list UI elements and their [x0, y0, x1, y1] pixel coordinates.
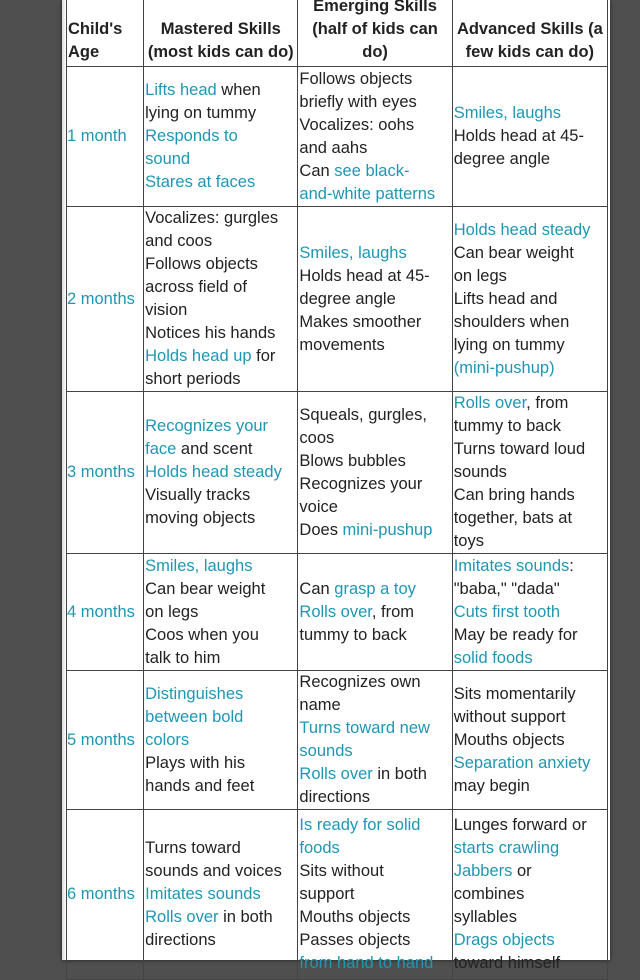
skill-text: sounds: [453, 463, 507, 481]
emerging-cell: [298, 810, 452, 980]
skill-text: talk to him: [145, 648, 221, 667]
skill-line: [454, 484, 606, 507]
skill-line: [454, 392, 606, 415]
skill-line: [454, 906, 606, 929]
skill-line: [454, 814, 606, 837]
skill-line: [299, 837, 450, 860]
skill-line: [454, 601, 606, 624]
advanced-cell: [452, 67, 607, 207]
skill-text: Recognizes own: [299, 673, 421, 691]
skill-text: movements: [299, 335, 385, 354]
skill-line: [145, 752, 296, 775]
skill-link-text: Rolls over: [145, 908, 219, 926]
skill-text: degree angle: [453, 150, 551, 168]
skill-text: , from: [526, 394, 569, 412]
table-row: [67, 554, 608, 671]
skill-line: [454, 415, 606, 438]
table-body: [67, 67, 608, 980]
skill-line: [454, 288, 606, 311]
skill-text: for: [251, 347, 276, 365]
mastered-cell: [144, 671, 298, 810]
skill-line: [145, 683, 296, 706]
skill-line: [454, 729, 606, 752]
skill-text: tummy to back: [299, 625, 407, 644]
skill-text: briefly with eyes: [299, 92, 417, 111]
skill-text: Holds head at 45-: [453, 127, 584, 145]
skill-line: [299, 519, 450, 542]
table-row: [67, 207, 608, 392]
skill-link-text: Smiles, laughs: [453, 104, 562, 122]
skill-text: Can: [299, 579, 335, 598]
skill-text: hands and feet: [145, 776, 255, 795]
skill-text: Can bring hands: [453, 486, 575, 504]
skill-text: Visually tracks: [145, 486, 251, 504]
skill-link-text: from hand to hand: [299, 954, 434, 972]
skill-text: or: [512, 862, 532, 880]
skill-text: Squeals, gurgles,: [299, 405, 427, 424]
mastered-cell: [144, 392, 298, 554]
skill-link-text: Separation anxiety: [453, 753, 591, 772]
skill-link-text: Rolls over: [299, 765, 373, 783]
skill-text: without support: [453, 707, 566, 726]
skill-line: [145, 883, 296, 906]
skill-link-text: Holds head steady: [453, 220, 591, 239]
skill-line: [145, 368, 296, 391]
skill-line: [454, 125, 606, 148]
skill-text: Lunges forward or: [453, 816, 587, 834]
skill-link-text: sound: [145, 150, 191, 168]
skill-link-text: and-white patterns: [299, 184, 436, 203]
page: [62, 0, 610, 972]
skill-line: [299, 601, 450, 624]
skill-text: Coos when you: [145, 625, 259, 644]
skill-line: [145, 729, 296, 752]
skill-text: Can bear weight: [453, 243, 574, 262]
skill-link-text: Smiles, laughs: [299, 243, 407, 262]
skill-line: [299, 473, 450, 496]
skill-line: [299, 242, 450, 265]
skill-link-text: Distinguishes: [145, 684, 244, 703]
skill-line: [145, 507, 296, 530]
skill-text: and scent: [176, 440, 253, 458]
skill-line: [299, 906, 450, 929]
skill-text: Plays with his: [145, 753, 246, 772]
mastered-cell: [144, 207, 298, 392]
skill-line: [145, 322, 296, 345]
skill-link-text: starts crawling: [453, 839, 560, 857]
skill-line: [299, 114, 450, 137]
table-row: [67, 67, 608, 207]
advanced-cell: [452, 810, 607, 980]
skill-line: [145, 171, 296, 194]
skill-text: Notices his hands: [145, 324, 276, 342]
header-age: Child's Age: [67, 0, 144, 67]
header-mastered: Mastered Skills (most kids can do): [144, 0, 298, 67]
skill-text: Can bear weight: [145, 579, 266, 598]
skill-line: [299, 740, 450, 763]
skill-line: [454, 530, 606, 553]
skill-line: [145, 148, 296, 171]
skill-text: directions: [299, 788, 371, 806]
skill-line: [299, 427, 450, 450]
skill-line: [145, 906, 296, 929]
emerging-cell: [298, 67, 452, 207]
skill-link-text: Stares at faces: [145, 173, 256, 191]
skill-line: [145, 125, 296, 148]
skill-text: Turns toward: [145, 839, 241, 857]
skill-link-text: Cuts first tooth: [453, 602, 561, 621]
skill-line: [145, 624, 296, 647]
skill-line: [454, 860, 606, 883]
skill-link-text: sounds: [299, 742, 353, 760]
skill-link-text: solid foods: [453, 648, 533, 667]
skill-text: Mouths objects: [453, 730, 565, 749]
skill-text: on legs: [453, 266, 507, 285]
skill-line: [145, 837, 296, 860]
skill-link-text: Drags objects: [453, 931, 555, 949]
skill-text: vision: [145, 301, 188, 319]
skill-text: coos: [299, 428, 335, 447]
skill-line: [299, 334, 450, 357]
skill-line: [145, 601, 296, 624]
skill-line: [299, 717, 450, 740]
skill-text: when: [216, 81, 261, 99]
skill-text: combines: [453, 885, 525, 903]
skill-text: syllables: [453, 908, 517, 926]
milestones-table: [66, 0, 608, 980]
skill-text: short periods: [145, 370, 241, 388]
skill-text: sounds and voices: [145, 862, 282, 880]
skill-link-text: mini-pushup: [342, 520, 433, 539]
skill-text: moving objects: [145, 509, 256, 527]
skill-line: [454, 357, 606, 380]
skill-link-text: colors: [145, 730, 190, 749]
skill-link-text: Imitates sounds: [453, 556, 570, 575]
mastered-cell: [144, 67, 298, 207]
skill-line: [299, 883, 450, 906]
skill-line: [454, 219, 606, 242]
emerging-cell: [298, 671, 452, 810]
skill-line: [454, 507, 606, 530]
advanced-cell: [452, 207, 607, 392]
skill-link-text: Holds head up: [145, 347, 252, 365]
skill-line: [145, 555, 296, 578]
table-row: [67, 671, 608, 810]
skill-line: [145, 230, 296, 253]
skill-line: [454, 461, 606, 484]
skill-text: Passes objects: [299, 931, 411, 949]
skill-line: [145, 207, 296, 230]
skill-text: toward himself: [453, 954, 561, 972]
skill-line: [145, 929, 296, 952]
table-row: [67, 810, 608, 980]
emerging-cell: [298, 207, 452, 392]
skill-link-text: Recognizes your: [145, 417, 269, 435]
skill-line: [454, 883, 606, 906]
skill-line: [454, 578, 606, 601]
skill-text: Mouths objects: [299, 908, 411, 926]
skill-text: in both: [218, 908, 273, 926]
skill-line: [454, 624, 606, 647]
skill-text: tummy to back: [453, 417, 561, 435]
skill-line: [454, 837, 606, 860]
skill-text: Does: [299, 520, 343, 539]
advanced-cell: [452, 554, 607, 671]
skill-text: toys: [453, 532, 484, 550]
skill-line: [145, 79, 296, 102]
skill-line: [299, 450, 450, 473]
skill-text: and coos: [145, 232, 213, 250]
skill-line: [299, 952, 450, 975]
skill-text: May be ready for: [453, 625, 578, 644]
skill-line: [145, 578, 296, 601]
skill-line: [145, 775, 296, 798]
skill-line: [145, 860, 296, 883]
skill-line: [145, 438, 296, 461]
skill-line: [145, 484, 296, 507]
skill-link-text: foods: [299, 839, 340, 857]
header-emerging: Emerging Skills (half of kids can do): [298, 0, 452, 67]
skill-line: [299, 496, 450, 519]
skill-text: , from: [371, 602, 415, 621]
skill-text: in both: [372, 765, 427, 783]
skill-line: [299, 578, 450, 601]
skill-link-text: grasp a toy: [334, 579, 416, 598]
skill-line: [145, 299, 296, 322]
age-cell: 5 months: [67, 671, 144, 810]
skill-link-text: (mini-pushup): [453, 358, 555, 377]
advanced-cell: [452, 671, 607, 810]
skill-line: [145, 415, 296, 438]
skill-line: [454, 102, 606, 125]
skill-line: [145, 706, 296, 729]
skill-line: [454, 752, 606, 775]
skill-link-text: Rolls over: [299, 602, 372, 621]
skill-line: [299, 265, 450, 288]
skill-text: Follows objects: [299, 69, 413, 88]
skill-link-text: Lifts head: [145, 81, 217, 99]
header-row: [67, 0, 608, 67]
skill-link-text: Smiles, laughs: [145, 556, 253, 575]
skill-text: Recognizes your: [299, 474, 423, 493]
skill-text: may begin: [453, 776, 530, 795]
skill-text: lying on tummy: [453, 335, 565, 354]
skill-line: [299, 404, 450, 427]
skill-text: Vocalizes: gurgles: [145, 209, 279, 227]
skill-text: Lifts head and: [453, 289, 558, 308]
skill-text: directions: [145, 931, 216, 949]
table-row: [67, 392, 608, 554]
emerging-cell: [298, 554, 452, 671]
skill-line: [145, 276, 296, 299]
emerging-cell: [298, 392, 452, 554]
skill-text: on legs: [145, 602, 199, 621]
skill-line: [145, 102, 296, 125]
skill-text: Vocalizes: oohs: [299, 115, 415, 134]
skill-text: shoulders when: [453, 312, 570, 331]
skill-text: together, bats at: [453, 509, 573, 527]
skill-link-text: Imitates sounds: [145, 885, 261, 903]
age-cell: 4 months: [67, 554, 144, 671]
skill-line: [454, 242, 606, 265]
skill-text: :: [569, 556, 574, 575]
skill-line: [299, 311, 450, 334]
skill-line: [454, 148, 606, 171]
skill-line: [299, 929, 450, 952]
skill-text: across field of: [145, 278, 247, 296]
skill-line: [299, 91, 450, 114]
header-advanced: Advanced Skills (a few kids can do): [452, 0, 607, 67]
age-cell: 1 month: [67, 67, 144, 207]
skill-line: [145, 461, 296, 484]
skill-text: and aahs: [299, 138, 368, 157]
skill-text: Can: [299, 161, 335, 180]
skill-text: degree angle: [299, 289, 396, 308]
skill-line: [454, 929, 606, 952]
skill-link-text: Is ready for solid: [299, 816, 421, 834]
skill-link-text: face: [145, 440, 177, 458]
advanced-cell: [452, 392, 607, 554]
skill-line: [454, 683, 606, 706]
skill-link-text: Holds head steady: [145, 463, 282, 481]
skill-text: "baba," "dada": [453, 579, 560, 598]
skill-line: [454, 438, 606, 461]
skill-text: Follows objects: [145, 255, 258, 273]
skill-line: [454, 555, 606, 578]
skill-line: [299, 763, 450, 786]
skill-text: Turns toward loud: [453, 440, 586, 458]
skill-line: [299, 68, 450, 91]
mastered-cell: [144, 554, 298, 671]
skill-line: [299, 814, 450, 837]
skill-text: lying on tummy: [145, 104, 257, 122]
skill-line: [145, 345, 296, 368]
skill-text: Holds head at 45-: [299, 266, 430, 285]
skill-text: Makes smoother: [299, 312, 422, 331]
skill-line: [299, 860, 450, 883]
skill-link-text: Rolls over: [453, 394, 527, 412]
skill-line: [454, 706, 606, 729]
skill-line: [454, 647, 606, 670]
skill-line: [145, 253, 296, 276]
age-cell: 2 months: [67, 207, 144, 392]
skill-line: [299, 288, 450, 311]
skill-line: [299, 671, 450, 694]
skill-text: name: [299, 696, 341, 714]
age-cell: 6 months: [67, 810, 144, 980]
skill-line: [299, 160, 450, 183]
skill-link-text: Jabbers: [453, 862, 513, 880]
skill-line: [299, 694, 450, 717]
skill-link-text: between bold: [145, 707, 244, 726]
skill-text: Sits without: [299, 862, 384, 880]
skill-line: [299, 137, 450, 160]
skill-link-text: see black-: [334, 161, 410, 180]
skill-line: [299, 624, 450, 647]
skill-link-text: Turns toward new: [299, 719, 430, 737]
mastered-cell: [144, 810, 298, 980]
skill-line: [454, 952, 606, 975]
skill-text: support: [299, 885, 355, 903]
skill-line: [454, 775, 606, 798]
skill-text: Sits momentarily: [453, 684, 576, 703]
skill-line: [454, 311, 606, 334]
skill-line: [145, 647, 296, 670]
skill-line: [299, 786, 450, 809]
skill-text: voice: [299, 497, 338, 516]
skill-line: [454, 334, 606, 357]
skill-text: Blows bubbles: [299, 451, 406, 470]
skill-line: [299, 183, 450, 206]
age-cell: 3 months: [67, 392, 144, 554]
skill-link-text: Responds to: [145, 127, 238, 145]
skill-line: [454, 265, 606, 288]
